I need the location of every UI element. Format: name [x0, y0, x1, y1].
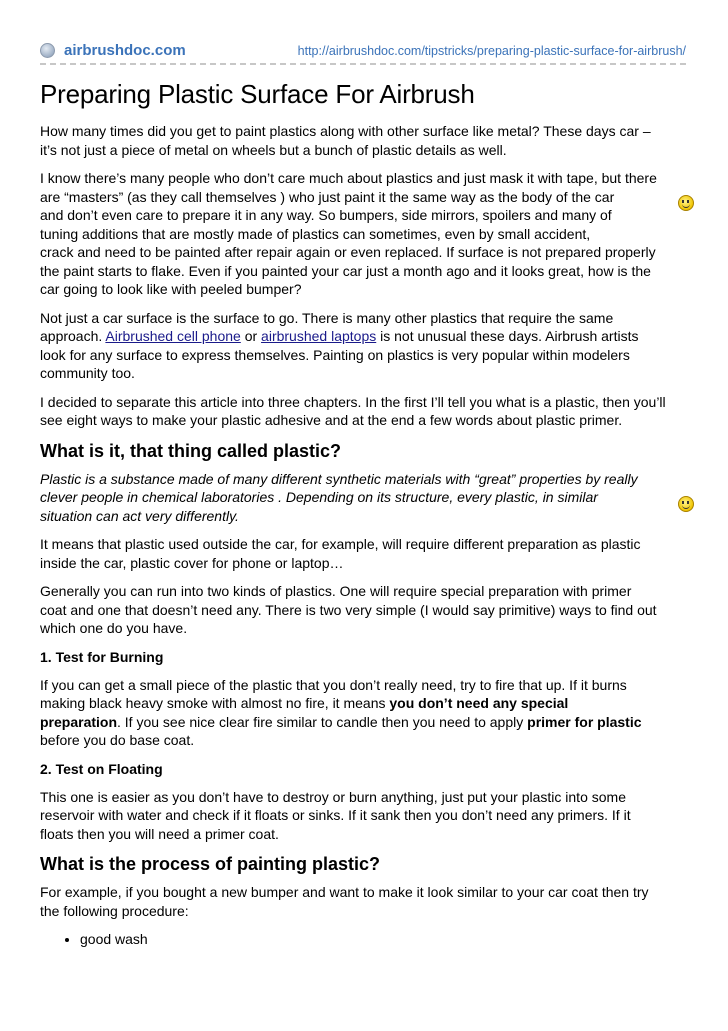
bold-text: you don’t need any special: [389, 695, 569, 711]
paragraph-masters: [40, 169, 688, 299]
link-airbrushed-laptops[interactable]: airbrushed laptops: [261, 328, 377, 344]
smiley-icon: [678, 496, 694, 512]
section-heading-process: What is the process of painting plastic?: [40, 854, 381, 874]
text-line: [40, 713, 688, 732]
text-line: are “masters” (as they call themselves ) who just paint it the same way as the body of the car: [40, 188, 615, 205]
page-url[interactable]: http://airbrushdoc.com/tipstricks/preparing-plastic-surface-for-airbrush/: [297, 44, 686, 58]
text-line: community too.: [40, 365, 135, 381]
bold-text: primer for plastic: [527, 713, 642, 730]
link-airbrushed-cell-phone[interactable]: Airbrushed cell phone: [105, 328, 241, 344]
text-line: clever people in chemical laboratories . Depending on its structure, every plastic, in similar: [40, 489, 598, 505]
text-span: . If you see nice clear fire similar to candle then you need to apply: [117, 713, 528, 730]
paragraph-floating: [40, 788, 688, 844]
text-line: For example, if you bought a new bumper and want to make it look similar to your car coat then try: [40, 884, 649, 900]
section-heading-plastic: What is it, that thing called plastic?: [40, 440, 342, 461]
text-line: reservoir with water and check if it floats or sinks. If it sank then you don’t need any primers. If it: [40, 807, 631, 823]
text-line: This one is easier as you don’t have to destroy or burn anything, just put your plastic into some: [40, 788, 626, 805]
text-line: situation can act very differently.: [40, 507, 239, 524]
text-line: Generally you can run into two kinds of plastics. One will require special preparation with primer: [40, 583, 632, 599]
article: [40, 78, 688, 948]
text-line: I decided to separate this article into three chapters. In the first I’ll tell you what is a plastic, then you’ll: [40, 393, 666, 410]
article-title: Preparing Plastic Surface For Airbrush: [40, 79, 475, 109]
site-brand[interactable]: [40, 42, 186, 59]
text-line: How many times did you get to paint plastics along with other surface like metal? These days car –: [40, 123, 651, 139]
text-line: which one do you have.: [40, 620, 188, 636]
text-line: see eight ways to make your plastic adhesive and at the end a few words about plastic primer.: [40, 412, 623, 428]
text-line: Plastic is a substance made of many different synthetic materials with “great” properties by really: [40, 470, 638, 487]
text-line: it’s not just a piece of metal on wheels but a bunch of plastic details as well.: [40, 141, 507, 158]
list-item: • good wash: [80, 930, 688, 948]
text-line: floats then you will need a primer coat.: [40, 825, 279, 842]
paragraph-two-kinds: [40, 582, 688, 638]
smiley-icon: [678, 195, 694, 211]
paragraph-process: [40, 883, 688, 920]
paragraph-other-surfaces: [40, 309, 688, 383]
subheading-test-burning: 1. Test for Burning: [40, 648, 164, 665]
text-line: Not just a car surface is the surface to go. There is many other plastics that require the same: [40, 309, 614, 326]
text-span: approach.: [40, 328, 106, 344]
header-divider: [40, 63, 686, 65]
intro-paragraph: [40, 122, 688, 159]
globe-icon: [40, 43, 55, 58]
text-span: making black heavy smoke with almost no fire, it means: [40, 695, 390, 711]
text-line: inside the car, plastic cover for phone or laptop…: [40, 554, 344, 571]
page-header: [40, 38, 686, 62]
text-line: the following procedure:: [40, 902, 189, 919]
text-line: and don’t even care to prepare it in any way. So bumpers, side mirrors, spoilers and many of: [40, 207, 612, 223]
text-line: I know there’s many people who don’t care much about plastics and just mask it with tape, but there: [40, 170, 657, 186]
subheading-test-floating: 2. Test on Floating: [40, 760, 163, 777]
text-span: is not unusual these days. Airbrush artists: [376, 328, 639, 344]
procedure-list: [40, 930, 688, 948]
text-line: [40, 694, 688, 713]
text-line: [40, 327, 688, 346]
text-line: the paint starts to flake. Even if you painted your car just a month ago and it looks great, how is the: [40, 262, 651, 279]
text-line: coat and one that doesn’t need any. There is two very simple (I would say primitive) ways to find out: [40, 601, 657, 618]
site-name[interactable]: airbrushdoc.com: [64, 42, 186, 59]
paragraph-preparation: [40, 535, 688, 572]
text-line: before you do base coat.: [40, 732, 195, 748]
text-line: It means that plastic used outside the car, for example, will require different preparation as plastic: [40, 536, 641, 552]
bold-text: preparation: [40, 713, 118, 730]
paragraph-burning: [40, 676, 688, 750]
text-line: crack and need to be painted after repair again or even replaced. If surface is not prepared properly: [40, 244, 656, 260]
text-line: car going to look like with peeled bumper?: [40, 281, 302, 297]
text-span: or: [240, 328, 262, 344]
text-line: tuning additions that are mostly made of plastics can sometimes, even by small accident,: [40, 225, 591, 242]
text-line: look for any surface to express themselves. Painting on plastics is very popular within modelers: [40, 346, 630, 363]
plastic-definition: [40, 470, 688, 526]
paragraph-chapters: [40, 393, 688, 430]
text-line: If you can get a small piece of the plastic that you don’t really need, try to fire that up. If it burns: [40, 676, 627, 693]
